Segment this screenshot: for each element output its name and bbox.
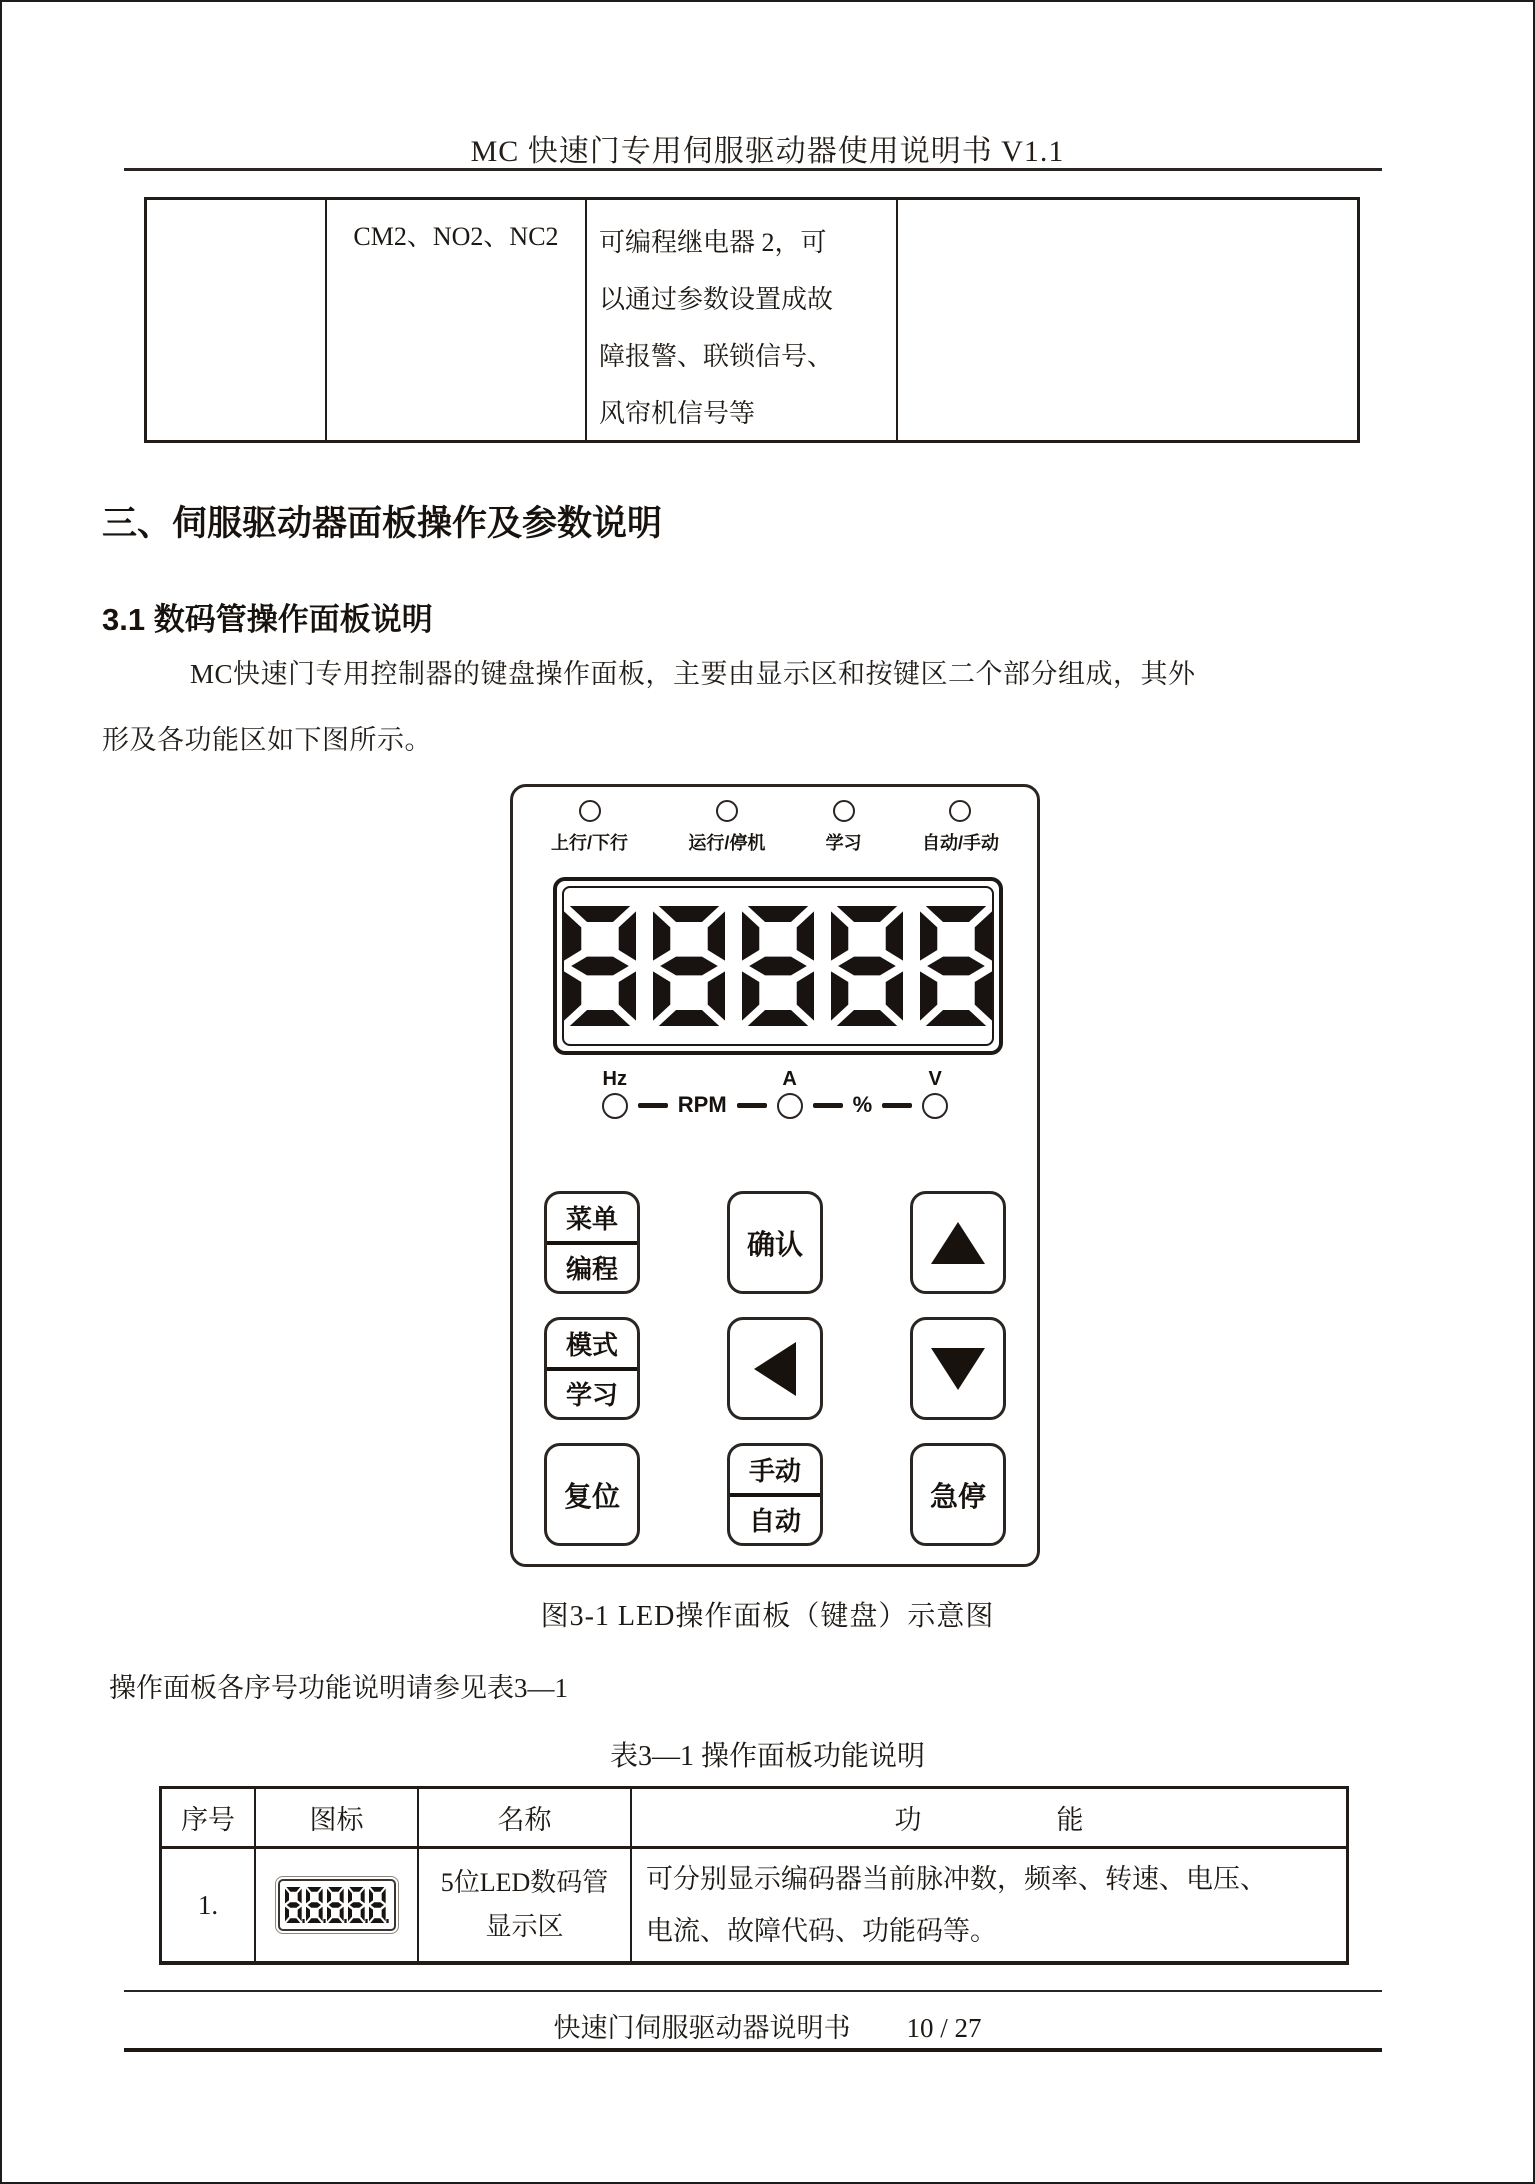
header-title: MC 快速门专用伺服驱动器使用说明书 V1.1 [470, 135, 1065, 168]
terminal-table-cell-empty-right [898, 200, 1357, 440]
led-indicator-row [513, 800, 1037, 855]
description-line: 障报警、联锁信号、 [599, 342, 834, 371]
header-rule [124, 168, 1382, 171]
dash-line [737, 1103, 767, 1108]
row-number: 1. [162, 1849, 256, 1961]
button-down[interactable] [910, 1317, 1006, 1420]
function-table-header-row [162, 1789, 1346, 1849]
auto-label: 自动 [748, 1506, 801, 1537]
footer-text [2, 2006, 1533, 2045]
dash-line [882, 1103, 912, 1108]
name-line: 5位LED数码管 [440, 1868, 609, 1897]
terminal-table-cell-terminals: CM2、NO2、NC2 [327, 200, 587, 440]
header-name: 名称 [419, 1789, 632, 1846]
header-no: 序号 [162, 1789, 256, 1846]
led-circle-icon [716, 800, 738, 822]
unit-amp [777, 1069, 803, 1119]
header-function: 功 能 [894, 1805, 1084, 1835]
led-label: 自动/手动 [921, 833, 999, 853]
header-icon: 图标 [256, 1789, 419, 1846]
row-icon-cell [256, 1849, 419, 1961]
led-circle-icon [949, 800, 971, 822]
button-up[interactable] [910, 1191, 1006, 1294]
unit-volt [922, 1069, 948, 1119]
unit-indicator-row [513, 1069, 1037, 1119]
seven-segment-display [553, 877, 1003, 1055]
name-line: 显示区 [485, 1912, 564, 1941]
amp-label: A [782, 1068, 797, 1090]
keypad-panel [510, 784, 1040, 1567]
footer-rule-thick [124, 2048, 1382, 2052]
unit-circle-icon [777, 1093, 803, 1119]
button-confirm[interactable] [727, 1191, 823, 1294]
function-line: 可分别显示编码器当前脉冲数，频率、转速、电压、 [646, 1864, 1267, 1894]
function-table-row [162, 1849, 1346, 1961]
confirm-label: 确认 [746, 1228, 803, 1260]
subsection-heading: 3.1 数码管操作面板说明 [102, 602, 433, 637]
led-label: 学习 [825, 833, 862, 853]
footer-rule-thin [124, 1990, 1382, 1992]
terminal-table-cell-description [587, 200, 898, 440]
body-paragraph-line2: 形及各功能区如下图所示。 [102, 725, 432, 755]
button-estop[interactable] [910, 1443, 1006, 1546]
led-circle-icon [579, 800, 601, 822]
rpm-label: RPM [677, 1092, 727, 1117]
button-mode-learn[interactable] [544, 1317, 640, 1420]
footer-page-number: 10 / 27 [906, 2013, 982, 2043]
menu-label: 菜单 [565, 1203, 618, 1234]
description-line: 可编程继电器 2，可 [599, 228, 827, 257]
button-reset[interactable] [544, 1443, 640, 1546]
row-function-cell [632, 1849, 1346, 1961]
table-caption: 表3—1 操作面板功能说明 [609, 1741, 925, 1772]
led-display-icon [278, 1879, 396, 1931]
description-line: 以通过参数设置成故 [599, 285, 834, 314]
footer-doc-name: 快速门伺服驱动器说明书 [553, 2013, 851, 2043]
button-manual-auto[interactable] [727, 1443, 823, 1546]
keypad-button-grid [513, 1191, 1037, 1546]
led-label: 运行/停机 [688, 833, 766, 853]
figure-caption: 图3-1 LED操作面板（键盘）示意图 [540, 1601, 995, 1632]
program-label: 编程 [565, 1254, 618, 1285]
description-line: 风帘机信号等 [599, 399, 756, 428]
led-indicator-learn [826, 800, 862, 855]
led-indicator-automanual [922, 800, 999, 855]
seven-segment-digits [562, 886, 994, 1046]
function-line: 电流、故障代码、功能码等。 [646, 1916, 997, 1946]
button-menu-program[interactable] [544, 1191, 640, 1294]
learn-label: 学习 [565, 1380, 618, 1411]
reference-text: 操作面板各序号功能说明请参见表3—1 [109, 1673, 568, 1703]
up-arrow-icon [931, 1222, 985, 1264]
section-heading: 三、伺服驱动器面板操作及参数说明 [102, 504, 663, 543]
dash-line [813, 1103, 843, 1108]
reset-label: 复位 [563, 1480, 620, 1512]
unit-circle-icon [922, 1093, 948, 1119]
row-name-cell [419, 1849, 632, 1961]
dash-line [638, 1103, 668, 1108]
led-circle-icon [833, 800, 855, 822]
volt-label: V [928, 1068, 942, 1090]
led-indicator-runstop [688, 800, 765, 855]
unit-circle-icon [602, 1093, 628, 1119]
function-table [159, 1786, 1349, 1965]
estop-label: 急停 [929, 1480, 986, 1512]
manual-label: 手动 [748, 1455, 801, 1486]
percent-label: % [852, 1092, 873, 1117]
mode-label: 模式 [565, 1329, 618, 1360]
body-paragraph-line1: MC快速门专用控制器的键盘操作面板，主要由显示区和按键区二个部分组成，其外 [190, 659, 1196, 689]
terminal-table [144, 197, 1360, 443]
led-indicator-updown [551, 800, 628, 855]
button-left[interactable] [727, 1317, 823, 1420]
down-arrow-icon [931, 1348, 985, 1390]
left-arrow-icon [754, 1342, 796, 1396]
terminal-table-cell-empty-left [147, 200, 327, 440]
hz-label: Hz [602, 1068, 627, 1090]
led-label: 上行/下行 [551, 833, 629, 853]
unit-hz [602, 1069, 628, 1119]
